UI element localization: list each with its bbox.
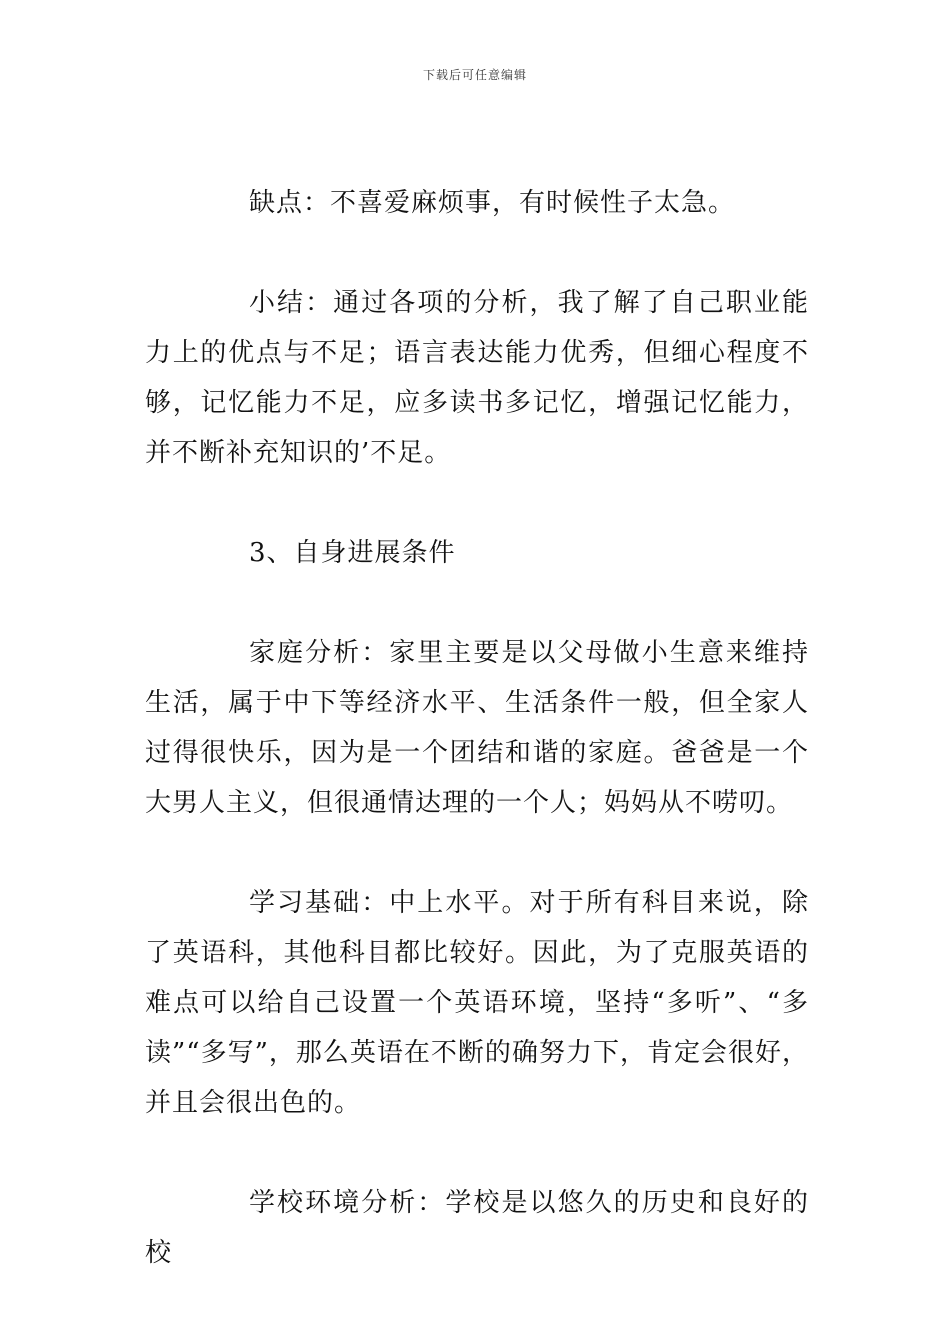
paragraph-summary: 小结：通过各项的分析，我了解了自己职业能力上的优点与不足；语言表达能力优秀，但细心程度不够，记忆能力不足，应多读书多记忆，增强记忆能力，并不断补充知识的’不足。 xyxy=(145,288,809,468)
paragraph-gap xyxy=(145,828,809,878)
paragraph-study-basis: 学习基础：中上水平。对于所有科目来说，除了英语科，其他科目都比较好。因此，为了克服英语的难点可以给自己设置一个英语环境，坚持“多听”、“多读”“多写”，那么英语在不断的确努力下，肯定会很好，并且会很出色的。 xyxy=(145,888,809,1118)
paragraph-family-analysis: 家庭分析：家里主要是以父母做小生意来维持生活，属于中下等经济水平、生活条件一般，但全家人过得很快乐，因为是一个团结和谐的家庭。爸爸是一个大男人主义，但很通情达理的一个人；妈妈从不唠叨。 xyxy=(145,638,809,818)
paragraph-gap xyxy=(145,478,809,528)
paragraph-shortcomings: 缺点：不喜爱麻烦事，有时候性子太急。 xyxy=(249,188,736,218)
paragraph-gap xyxy=(145,228,809,278)
paragraph-gap xyxy=(145,1128,809,1178)
section-heading: 3、自身进展条件 xyxy=(249,538,456,568)
paragraph-gap xyxy=(145,578,809,628)
page-header: 下载后可任意编辑 xyxy=(422,68,527,82)
paragraph-school-environment: 学校环境分析：学校是以悠久的历史和良好的校 xyxy=(145,1188,809,1268)
document-body xyxy=(145,178,809,1278)
